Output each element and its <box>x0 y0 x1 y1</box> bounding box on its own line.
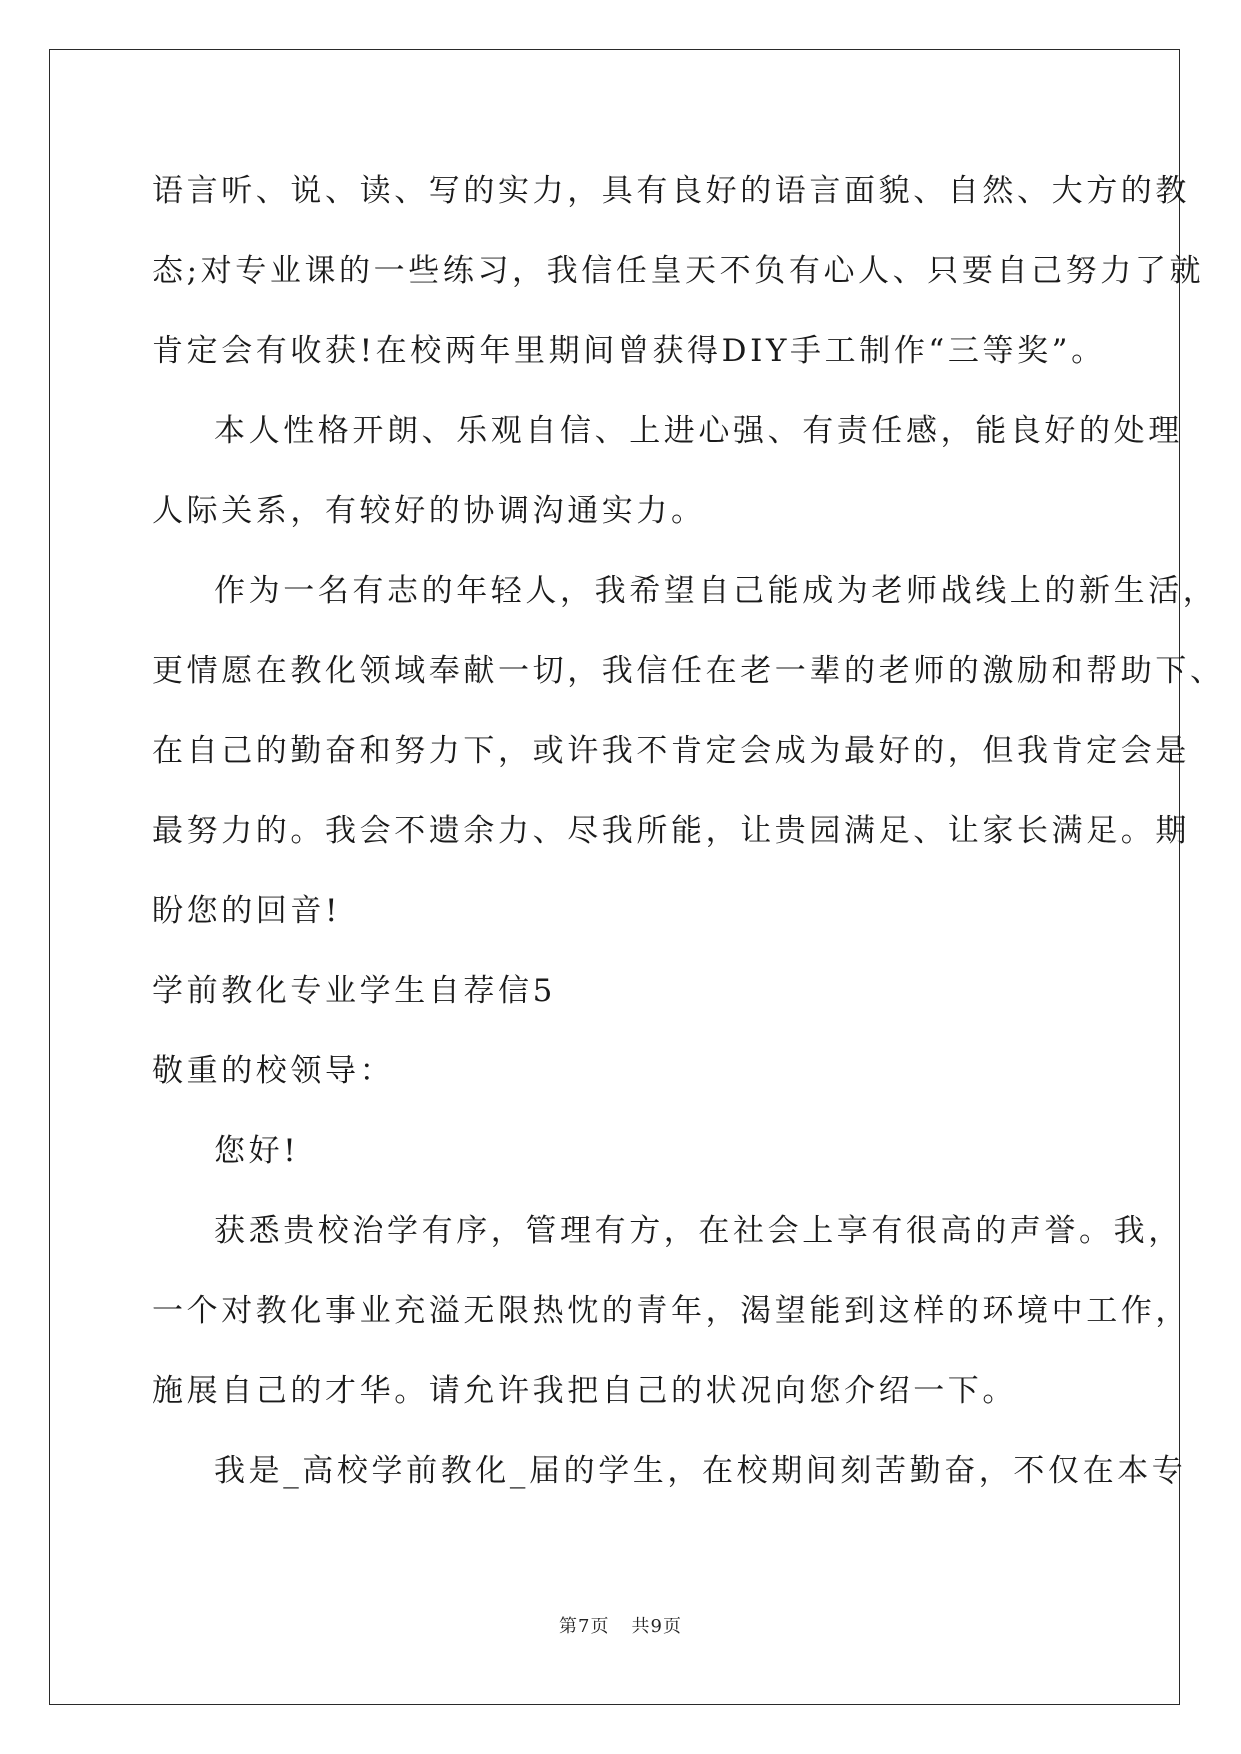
paragraph-start-line: 我是_高校学前教化_届的学生，在校期间刻苦勤奋，不仅在本专 <box>214 1453 1187 1489</box>
body-line: 在自己的勤奋和努力下，或许我不肯定会成为最好的，但我肯定会是 <box>152 733 1190 769</box>
body-line: 语言听、说、读、写的实力，具有良好的语言面貌、自然、大方的教 <box>152 173 1190 209</box>
page-footer <box>0 1612 1241 1638</box>
body-line: 最努力的。我会不遗余力、尽我所能，让贵园满足、让家长满足。期 <box>152 813 1190 849</box>
paragraph-start-line: 本人性格开朗、乐观自信、上进心强、有责任感，能良好的处理 <box>214 413 1183 449</box>
body-line: 态;对专业课的一些练习，我信任皇天不负有心人、只要自己努力了就 <box>152 253 1205 289</box>
paragraph-start-line: 作为一名有志的年轻人，我希望自己能成为老师战线上的新生活， <box>214 573 1218 609</box>
salutation: 敬重的校领导： <box>152 1053 395 1089</box>
section-heading: 学前教化专业学生自荐信5 <box>152 973 556 1009</box>
body-line: 施展自己的才华。请允许我把自己的状况向您介绍一下。 <box>152 1373 1017 1409</box>
body-line: 一个对教化事业充溢无限热忱的青年，渴望能到这样的环境中工作， <box>152 1293 1190 1329</box>
total-pages-label: 共9页 <box>631 1616 682 1637</box>
body-line: 更情愿在教化领域奉献一切，我信任在老一辈的老师的激励和帮助下、 <box>152 653 1225 689</box>
paragraph-start-line: 获悉贵校治学有序，管理有方，在社会上享有很高的声誉。我， <box>214 1213 1183 1249</box>
body-line: 肯定会有收获!在校两年里期间曾获得DIY手工制作“三等奖”。 <box>152 333 1106 369</box>
current-page-label: 第7页 <box>559 1616 610 1637</box>
body-line: 人际关系，有较好的协调沟通实力。 <box>152 493 706 529</box>
greeting: 您好! <box>214 1133 300 1169</box>
body-line: 盼您的回音! <box>152 893 342 929</box>
